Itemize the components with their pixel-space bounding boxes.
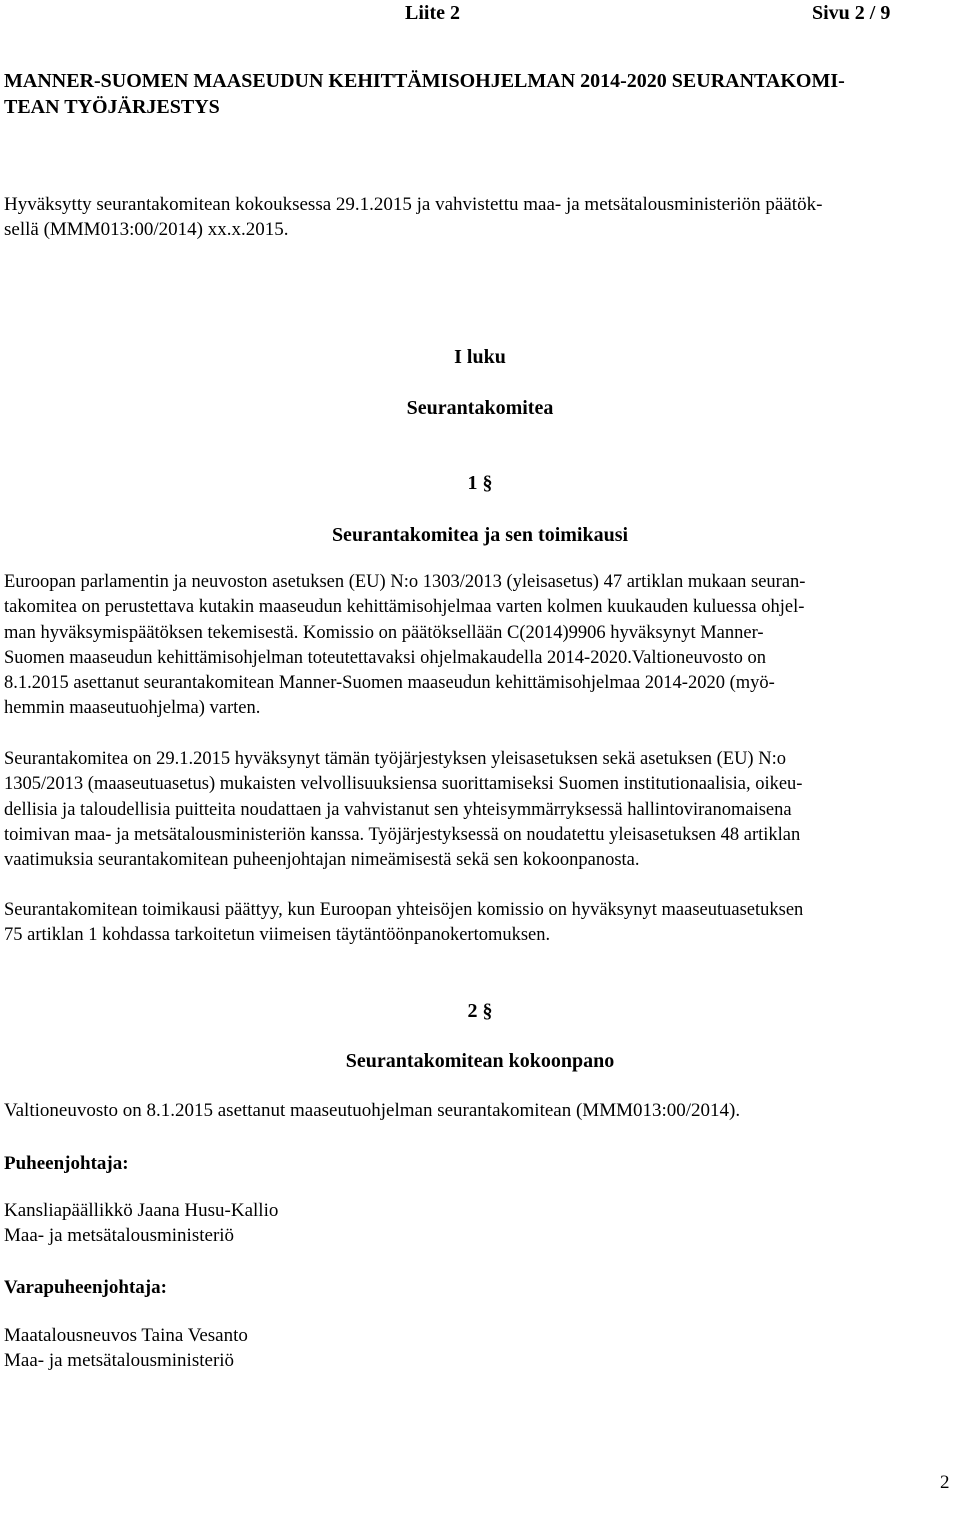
document-title-line-1: MANNER-SUOMEN MAASEUDUN KEHITTÄMISOHJELMAN 2014-2020 SEURANTAKOMI-	[4, 70, 845, 92]
footer-page-number: 2	[940, 1472, 950, 1493]
document-title-line-2: TEAN TYÖJÄRJESTYS	[4, 96, 220, 118]
paragraph-line: 1305/2013 (maaseutuasetus) mukaisten velvollisuuksiensa suorittamiseksi Suomen institutionaalisia, oikeu-	[4, 774, 803, 795]
section-2-title: Seurantakomitean kokoonpano	[345, 1050, 615, 1072]
paragraph-line: Euroopan parlamentin ja neuvoston asetuksen (EU) N:o 1303/2013 (yleisasetus) 47 artiklan mukaan seuran-	[4, 572, 806, 592]
chair-organization: Maa- ja metsätalousministeriö	[4, 1225, 235, 1246]
page-indicator: Sivu 2 / 9	[812, 2, 891, 24]
section-1-paragraph-3	[4, 898, 930, 949]
paragraph-line: Seurantakomitean toimikausi päättyy, kun Euroopan yhteisöjen komissio on hyväksynyt maaseutuasetuksen	[4, 900, 804, 920]
paragraph-line: 8.1.2015 asettanut seurantakomitean Manner-Suomen maaseudun kehittämisohjelmaa 2014-2020 (myö-	[4, 673, 775, 694]
paragraph-line: 75 artiklan 1 kohdassa tarkoitetun viimeisen täytäntöönpanokertomuksen.	[4, 925, 551, 946]
paragraph-line: Seurantakomitea on 29.1.2015 hyväksynyt tämän työjärjestyksen yleisasetuksen sekä asetuksen (EU) N:o	[4, 749, 786, 769]
paragraph-line: dellisia ja taloudellisia puitteita noudattaen ja vahvistanut sen yhteisymmärryksessä hallintoviranomaisena	[4, 799, 792, 820]
section-2-intro: Valtioneuvosto on 8.1.2015 asettanut maaseutuohjelman seurantakomitean (MMM013:00/2014).	[4, 1100, 741, 1121]
attachment-label: Liite 2	[405, 2, 460, 24]
paragraph-line: toimivan maa- ja metsätalousministeriön kanssa. Työjärjestyksessä on noudatettu yleisasetuksen 48 artiklan	[4, 824, 801, 845]
vice-chair-name: Maatalousneuvos Taina Vesanto	[4, 1325, 248, 1346]
chapter-number: I luku	[454, 346, 506, 368]
section-1-number: 1 §	[467, 472, 493, 494]
vice-chair-heading: Varapuheenjohtaja:	[4, 1277, 167, 1298]
section-1-title: Seurantakomitea ja sen toimikausi	[331, 524, 629, 546]
paragraph-line: Suomen maaseudun kehittämisohjelman toteutettavaksi ohjelmakaudella 2014-2020.Valtioneuvosto on	[4, 647, 766, 668]
approval-line-1: Hyväksytty seurantakomitean kokouksessa 29.1.2015 ja vahvistettu maa- ja metsätalousministeriön päätök-	[4, 194, 823, 215]
paragraph-line: hemmin maaseutuohjelma) varten.	[4, 698, 261, 719]
approval-line-2: sellä (MMM013:00/2014) xx.x.2015.	[4, 219, 289, 240]
section-1-paragraph-1	[4, 570, 930, 722]
paragraph-line: takomitea on perustettava kutakin maaseudun kehittämisohjelmaa varten kolmen kuukauden kuluessa ohjel-	[4, 597, 805, 618]
chapter-title: Seurantakomitea	[406, 397, 554, 419]
paragraph-line: man hyväksymispäätöksen tekemisestä. Komissio on päätöksellään C(2014)9906 hyväksynyt Manner-	[4, 622, 764, 643]
section-1-paragraph-2	[4, 747, 930, 873]
section-2-number: 2 §	[467, 1000, 493, 1022]
chair-name: Kansliapäällikkö Jaana Husu-Kallio	[4, 1200, 279, 1221]
chair-heading: Puheenjohtaja:	[4, 1153, 129, 1174]
vice-chair-organization: Maa- ja metsätalousministeriö	[4, 1350, 235, 1371]
paragraph-line: vaatimuksia seurantakomitean puheenjohtajan nimeämisestä sekä sen kokoonpanosta.	[4, 850, 640, 871]
